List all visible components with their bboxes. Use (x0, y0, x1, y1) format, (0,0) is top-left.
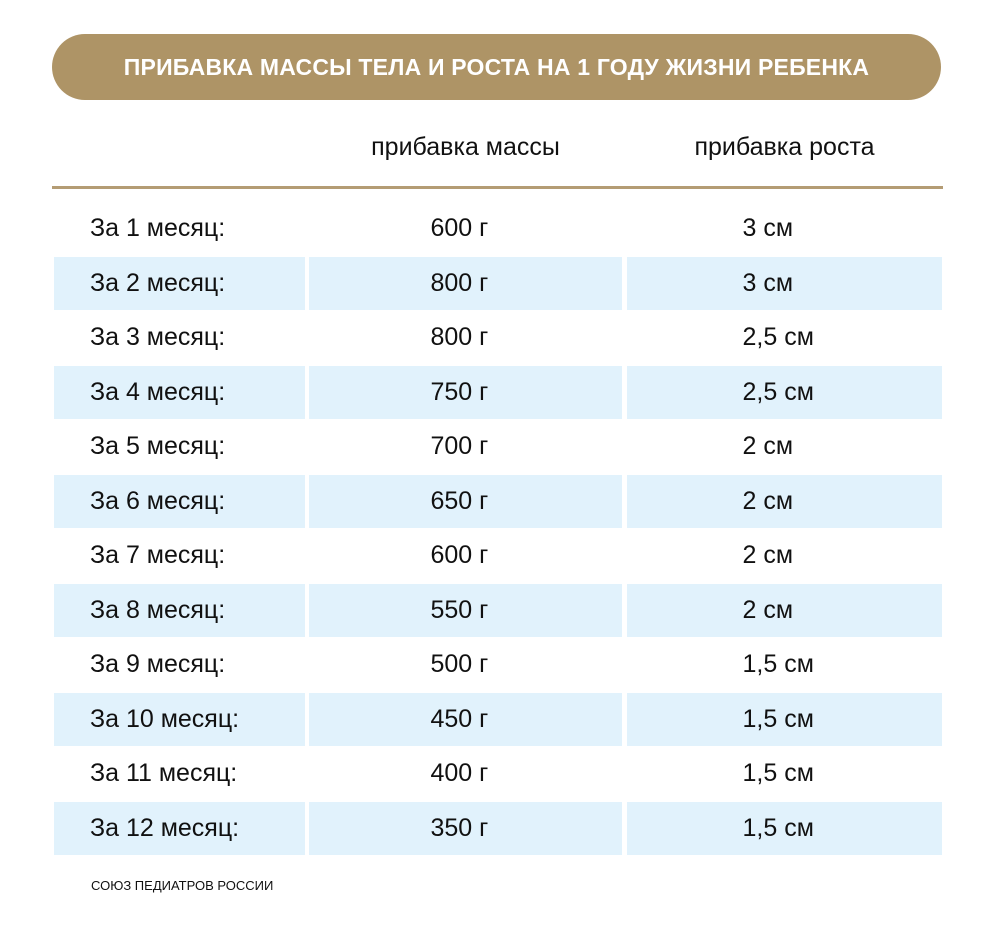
mass-gain-cell (309, 202, 622, 255)
month-label-text: За 2 месяц: (90, 268, 226, 297)
table-row (54, 366, 942, 421)
height-gain-value: 1,5 см (742, 813, 814, 842)
table-row (54, 529, 942, 584)
height-gain-cell (627, 257, 942, 310)
month-label-text: За 4 месяц: (90, 377, 226, 406)
mass-gain-value: 800 г (430, 268, 489, 297)
height-gain-value: 2 см (742, 541, 794, 569)
month-label-text: За 11 месяц: (90, 759, 238, 787)
height-gain-value: 2 см (742, 595, 794, 624)
month-label (54, 311, 305, 364)
mass-gain-cell (309, 584, 622, 637)
month-label (54, 366, 305, 419)
mass-gain-cell (309, 257, 622, 310)
mass-gain-cell (309, 638, 622, 691)
month-label (54, 257, 305, 310)
table-row (54, 257, 942, 312)
mass-gain-cell (309, 420, 622, 473)
table-row (54, 584, 942, 639)
month-label (54, 638, 305, 691)
height-gain-cell (627, 693, 942, 746)
table-row (54, 638, 942, 693)
height-gain-value: 3 см (742, 268, 794, 297)
mass-gain-value: 600 г (430, 541, 489, 569)
month-label-text: За 6 месяц: (90, 486, 226, 515)
mass-gain-cell (309, 802, 622, 855)
mass-gain-cell (309, 693, 622, 746)
height-gain-value: 2,5 см (742, 377, 814, 406)
mass-gain-value: 450 г (430, 704, 489, 733)
mass-gain-value: 350 г (430, 813, 489, 842)
column-header-mass: прибавка массы (371, 133, 560, 161)
mass-gain-value: 500 г (430, 650, 489, 678)
mass-gain-cell (309, 529, 622, 582)
month-label-text: За 5 месяц: (90, 432, 226, 460)
table-row (54, 202, 942, 257)
header-banner (52, 34, 941, 100)
table-row (54, 802, 942, 857)
height-gain-value: 2 см (742, 432, 794, 460)
month-label (54, 747, 305, 800)
month-label-text: За 12 месяц: (90, 813, 240, 842)
table-row (54, 475, 942, 530)
mass-gain-value: 800 г (430, 323, 489, 351)
height-gain-value: 1,5 см (742, 650, 814, 678)
mass-gain-value: 650 г (430, 486, 489, 515)
mass-gain-value: 600 г (430, 214, 489, 242)
month-label (54, 529, 305, 582)
month-label (54, 802, 305, 855)
month-label-text: За 8 месяц: (90, 595, 226, 624)
height-gain-cell (627, 366, 942, 419)
month-label-text: За 7 месяц: (90, 541, 226, 569)
mass-gain-value: 750 г (430, 377, 489, 406)
height-gain-cell (627, 584, 942, 637)
height-gain-cell (627, 747, 942, 800)
height-gain-value: 3 см (742, 214, 794, 242)
height-gain-cell (627, 420, 942, 473)
height-gain-cell (627, 475, 942, 528)
month-label (54, 584, 305, 637)
source-credit: СОЮЗ ПЕДИАТРОВ РОССИИ (91, 878, 274, 893)
height-gain-value: 1,5 см (742, 704, 814, 733)
mass-gain-value: 550 г (430, 595, 489, 624)
column-header-height: прибавка роста (694, 133, 875, 161)
table-row (54, 311, 942, 366)
mass-gain-value: 400 г (430, 759, 489, 787)
mass-gain-cell (309, 747, 622, 800)
height-gain-cell (627, 802, 942, 855)
table-row (54, 420, 942, 475)
height-gain-cell (627, 529, 942, 582)
month-label (54, 202, 305, 255)
month-label (54, 475, 305, 528)
growth-table (54, 202, 942, 856)
mass-gain-cell (309, 366, 622, 419)
month-label-text: За 10 месяц: (90, 704, 240, 733)
height-gain-cell (627, 638, 942, 691)
month-label-text: За 1 месяц: (90, 214, 226, 242)
height-gain-cell (627, 202, 942, 255)
month-label-text: За 9 месяц: (90, 650, 226, 678)
month-label-text: За 3 месяц: (90, 323, 226, 351)
mass-gain-cell (309, 475, 622, 528)
height-gain-value: 1,5 см (742, 759, 814, 787)
height-gain-value: 2 см (742, 486, 794, 515)
month-label (54, 420, 305, 473)
mass-gain-cell (309, 311, 622, 364)
table-row (54, 693, 942, 748)
month-label (54, 693, 305, 746)
page-title: ПРИБАВКА МАССЫ ТЕЛА И РОСТА НА 1 ГОДУ ЖИЗНИ РЕБЕНКА (123, 53, 870, 80)
height-gain-cell (627, 311, 942, 364)
height-gain-value: 2,5 см (742, 323, 814, 351)
mass-gain-value: 700 г (430, 432, 489, 460)
table-row (54, 747, 942, 802)
header-divider (52, 186, 943, 189)
